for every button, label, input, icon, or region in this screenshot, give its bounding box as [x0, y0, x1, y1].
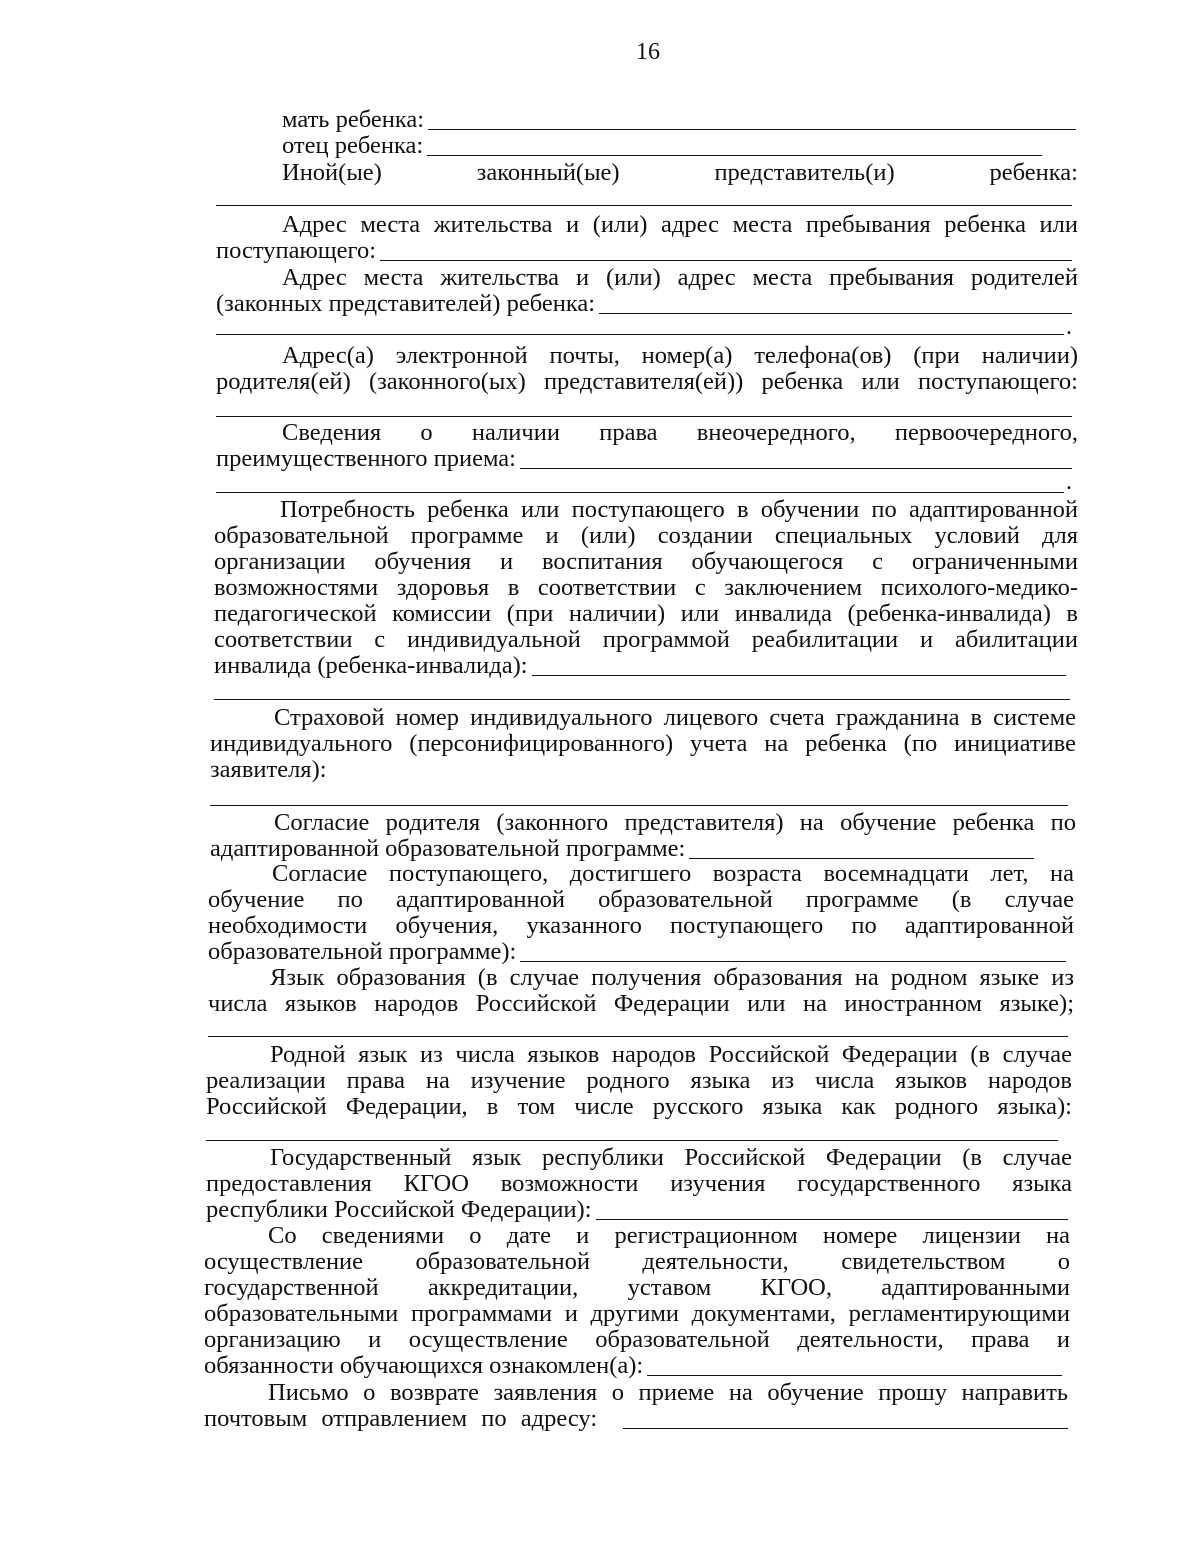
consent-adult-input-line[interactable] [520, 961, 1066, 962]
father-field [282, 133, 1042, 159]
contacts-input-line[interactable] [216, 416, 1072, 417]
consent-adult-field [208, 939, 1066, 965]
priority-word-5: внеочередного, [696, 419, 856, 446]
other-word-1: Иной(ые) [282, 159, 382, 186]
consent-adult-label: образовательной программе): [208, 938, 517, 965]
snils-line2: индивидуального (персонифицированного) учета на ребенка (по инициативе [210, 730, 1076, 757]
native-language-line3: Российской Федерации, в том числе русского языка как родного языка): [206, 1093, 1072, 1120]
priority-word-4: права [599, 419, 658, 446]
acquainted-line5: организацию и осуществление образовательной деятельности, права и [204, 1326, 1070, 1353]
adapted-need-label: инвалида (ребенка-инвалида): [214, 652, 528, 679]
native-language-line1: Родной язык из числа языков народов Российской Федерации (в случае [270, 1041, 1072, 1068]
language-line1: Язык образования (в случае получения образования на родном языке из [270, 964, 1074, 991]
priority-line1 [282, 420, 1078, 446]
priority-word-2: о [420, 419, 433, 446]
consent-parent-label: адаптированной образовательной программе: [210, 835, 686, 862]
address-parents-end-mark: . [1066, 314, 1072, 340]
address-parents-input-line[interactable] [599, 313, 1072, 314]
state-language-label: республики Российской Федерации): [206, 1196, 592, 1223]
other-word-3: представитель(и) [714, 159, 895, 186]
mother-input-line[interactable] [428, 129, 1076, 130]
adapted-need-line3: организации обучения и воспитания обучающегося с ограниченными [214, 548, 1078, 575]
consent-parent-input-line[interactable] [689, 858, 1034, 859]
adapted-need-line1: Потребность ребенка или поступающего в обучении по адаптированной [280, 496, 1078, 523]
snils-line1: Страховой номер индивидуального лицевого счета гражданина в системе [274, 704, 1076, 731]
address-child-line1: Адрес места жительства и (или) адрес места пребывания ребенка или [282, 211, 1078, 238]
priority-word-1: Сведения [282, 419, 382, 446]
consent-parent-line1: Согласие родителя (законного представителя) на обучение ребенка по [274, 809, 1076, 836]
acquainted-line4: образовательными программами и другими документами, регламентирующими [204, 1300, 1070, 1327]
consent-parent-field [210, 836, 1034, 862]
address-child-label: поступающего: [216, 237, 377, 264]
state-language-line1: Государственный язык республики Российской Федерации (в случае [270, 1144, 1072, 1171]
state-language-input-line[interactable] [596, 1219, 1068, 1220]
adapted-need-line2: образовательной программе и (или) создании специальных условий для [214, 522, 1078, 549]
acquainted-label: обязанности обучающихся ознакомлен(а): [204, 1352, 644, 1379]
contacts-line2: родителя(ей) (законного(ых) представителя(ей)) ребенка или поступающего: [216, 368, 1078, 395]
acquainted-line3: государственной аккредитации, уставом КГОО, адаптированными [204, 1274, 1070, 1301]
snils-line3: заявителя): [210, 756, 327, 783]
priority-label: преимущественного приема: [216, 445, 516, 472]
adapted-need-input-line[interactable] [532, 675, 1066, 676]
priority-input-line[interactable] [520, 468, 1072, 469]
other-word-4: ребенка: [989, 159, 1078, 186]
acquainted-input-line[interactable] [647, 1375, 1062, 1376]
priority-word-6: первоочередного, [894, 419, 1078, 446]
page-number: 16 [636, 39, 660, 65]
mother-field [282, 107, 1076, 133]
address-parents-label: (законных представителей) ребенка: [216, 290, 596, 317]
acquainted-line1: Со сведениями о дате и регистрационном номере лицензии на [268, 1222, 1070, 1249]
father-input-line[interactable] [427, 155, 1042, 156]
adapted-need-input-line-2[interactable] [214, 699, 1070, 700]
return-letter-line1: Письмо о возврате заявления о приеме на обучение прошу направить [268, 1379, 1068, 1406]
adapted-need-line6: соответствии с индивидуальной программой реабилитации и абилитации [214, 626, 1078, 653]
address-parents-input-line-2[interactable] [216, 334, 1064, 335]
priority-input-line-2[interactable] [216, 492, 1064, 493]
return-letter-label: почтовым отправлением по адресу: [204, 1405, 598, 1432]
native-language-input-line[interactable] [206, 1140, 1058, 1141]
consent-adult-line3: необходимости обучения, указанного поступающего по адаптированной [208, 912, 1074, 939]
address-parents-line1: Адрес места жительства и (или) адрес места пребывания родителей [282, 264, 1078, 291]
contacts-line1: Адрес(а) электронной почты, номер(а) телефона(ов) (при наличии) [282, 342, 1078, 369]
adapted-need-line4: возможностями здоровья в соответствии с заключением психолого-медико- [214, 574, 1078, 601]
adapted-need-line5: педагогической комиссии (при наличии) или инвалида (ребенка-инвалида) в [214, 600, 1078, 627]
adapted-need-field [214, 653, 1066, 679]
priority-end-mark: . [1066, 469, 1072, 495]
consent-adult-line2: обучение по адаптированной образовательной программе (в случае [208, 886, 1074, 913]
native-language-line2: реализации права на изучение родного языка из числа языков народов [206, 1067, 1072, 1094]
consent-adult-line1: Согласие поступающего, достигшего возраста восемнадцати лет, на [272, 860, 1074, 887]
father-label: отец ребенка: [282, 132, 424, 159]
acquainted-line2: осуществление образовательной деятельности, свидетельством о [204, 1248, 1070, 1275]
acquainted-field [204, 1353, 1062, 1379]
snils-input-line[interactable] [210, 805, 1068, 806]
priority-word-3: наличии [471, 419, 560, 446]
mother-label: мать ребенка: [282, 106, 425, 133]
other-word-2: законный(ые) [476, 159, 620, 186]
language-input-line[interactable] [208, 1036, 1068, 1037]
priority-field [216, 446, 1072, 472]
return-letter-field [204, 1406, 1068, 1432]
address-child-field [216, 238, 1072, 264]
address-child-input-line[interactable] [380, 260, 1072, 261]
state-language-line2: предоставления КГОО возможности изучения государственного языка [206, 1170, 1072, 1197]
other-representative-line [282, 160, 1078, 186]
state-language-field [206, 1197, 1068, 1223]
address-parents-field [216, 291, 1072, 317]
other-representative-input-line[interactable] [216, 205, 1072, 206]
return-letter-input-line[interactable] [623, 1428, 1068, 1429]
language-line2: числа языков народов Российской Федерации или на иностранном языке); [208, 990, 1074, 1017]
